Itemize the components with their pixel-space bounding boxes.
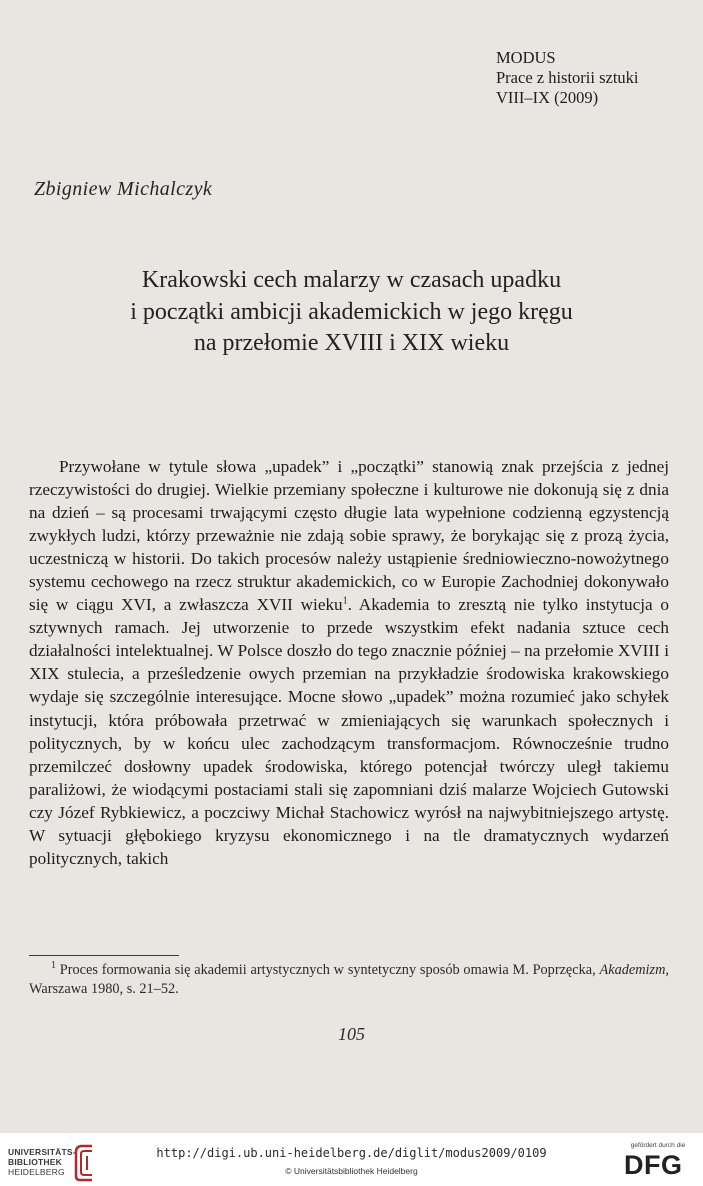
footnote-number: 1 [51, 960, 56, 972]
funding-caption: gefördert durch die [630, 1142, 686, 1149]
footnote [29, 961, 669, 999]
body-text-part2: . Akademia to zresztą nie tylko instytucja o sztywnych ramach. Jej utworzenie to przede wszystkim efekt nadania sztuce cech działalności intelektualnej. W Polsce doszło do tego znacznie później – na przełomie XVIII i XIX stulecia, a prześledzenie owych przemian na przykładzie środowiska krakowskiego wydaje się szczególnie interesujące. Mocne słowo „upadek” można rozumieć jako schyłek instytucji, która próbowała przetrwać w zmieniających się warunkach społecznych i politycznych, by w końcu ulec zachodzącym transformacjom. Równocześnie trudno przemilczeć dosłowny upadek środowiska, którego potencjał twórczy uległ takiemu paraliżowi, że wiodącymi postaciami stali się zapomniani dziś malarze Wojciech Gutowski czy Józef Rybkiewicz, a poczciwy Michał Stachowicz wyrósł na najwybitniejszego artystę. W sytuacji głębokiego kryzysu ekonomicznego i na tle dramatycznych wydarzeń politycznych, takich [29, 595, 669, 868]
title-line: i początki ambicji akademickich w jego kręgu [130, 298, 573, 325]
footnote-text-before: Proces formowania się akademii artystycznych w syntetyczny sposób omawia M. Poprzęcka, [56, 962, 600, 978]
footnote-reference[interactable]: 1 [342, 595, 348, 607]
document-url[interactable]: http://digi.ub.uni-heidelberg.de/diglit/modus2009/0109 [156, 1146, 547, 1160]
copyright-notice: © Universitätsbibliothek Heidelberg [285, 1166, 418, 1176]
page-number: 105 [338, 1024, 365, 1044]
article-title [20, 265, 683, 360]
dfg-logo: DFG [624, 1150, 683, 1180]
title-line: Krakowski cech malarzy w czasach upadku [141, 267, 562, 293]
footnote-text-after: , Warszawa 1980, s. 21–52. [29, 962, 669, 997]
library-line: UNIVERSITÄTS- [8, 1147, 76, 1157]
journal-header [496, 48, 639, 108]
body-text-part1: Przywołane w tytule słowa „upadek” i „początki” stanowią znak przejścia z jednej rzeczywistości do drugiej. Wielkie przemiany społeczne i kulturowe nie dokonują się z dnia na dzień – są procesami trwającymi często długie lata wypełnione codzienną egzystencją zwykłych ludzi, którzy przeważnie nie zdają sobie sprawy, że borykając się z prozą życia, uczestniczą w historii. Do takich procesów należy ustąpienie średniowieczno-nowożytnego systemu cechowego na rzecz struktur akademickich, co w Europie Zachodniej dokonywało się w ciągu XVI, a zwłaszcza XVII wieku [29, 457, 669, 615]
library-line: HEIDELBERG [8, 1167, 65, 1177]
library-line: BIBLIOTHEK [8, 1157, 62, 1167]
journal-subtitle: Prace z historii sztuki [496, 68, 639, 87]
footnote-divider [29, 955, 179, 956]
body-paragraph [29, 455, 669, 870]
journal-volume: VIII–IX (2009) [496, 88, 599, 107]
journal-name: MODUS [496, 48, 556, 67]
article-author: Zbigniew Michalczyk [34, 178, 213, 200]
footnote-italic-title: Akademizm [599, 962, 666, 978]
title-line: na przełomie XVIII i XIX wieku [193, 330, 510, 356]
